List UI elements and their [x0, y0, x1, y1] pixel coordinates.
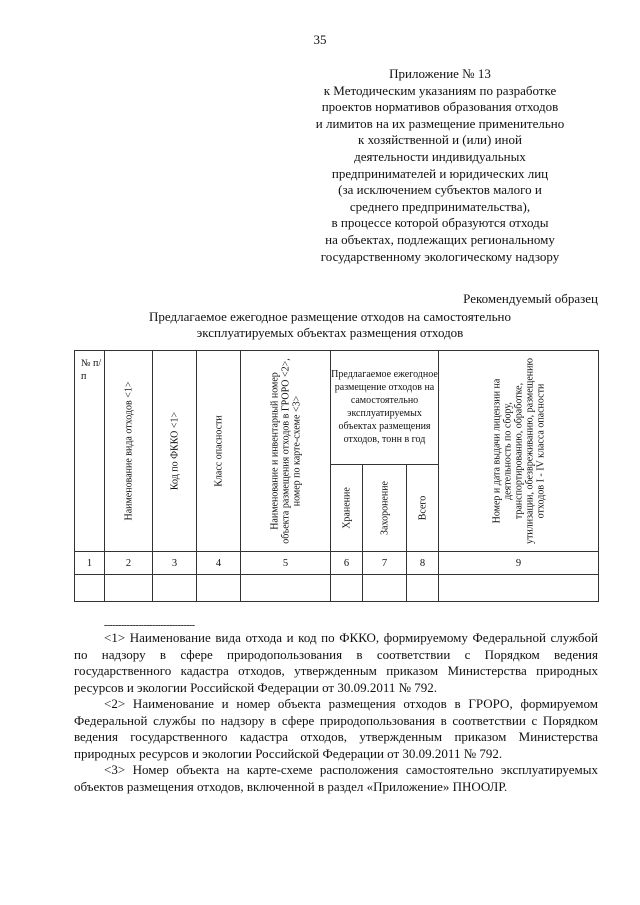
column-number: 2: [105, 552, 153, 575]
column-number: 8: [407, 552, 439, 575]
header-burial: [363, 464, 407, 551]
column-number: 7: [363, 552, 407, 575]
appendix-line: Приложение № 13: [389, 66, 491, 81]
header-license: [439, 351, 599, 552]
appendix-line: проектов нормативов образования отходов: [321, 99, 559, 115]
column-number: 9: [439, 552, 599, 575]
table-row: [75, 575, 599, 602]
appendix-line: государственному экологическому надзору: [320, 248, 560, 264]
appendix-line: к Методическим указаниям по разработке: [323, 82, 557, 98]
header-number: № п/п: [75, 351, 105, 552]
footnotes: [74, 630, 598, 795]
appendix-line: к хозяйственной и (или) иной: [358, 132, 522, 148]
appendix-line: на объектах, подлежащих региональному: [325, 231, 555, 247]
table-cell: [331, 575, 363, 602]
header-license-text: Номер и дата выдачи лицензии на деятельность по сбору, транспортированию, обработке, утилизации, обезвреживанию, размещению отходов I - IV класса опасности: [491, 358, 546, 544]
appendix-line: деятельности индивидуальных: [354, 148, 526, 164]
header-fkko-code-text: Код по ФККО <1>: [169, 411, 180, 491]
appendix-line: среднего предпринимательства),: [349, 198, 531, 214]
table-cell: [105, 575, 153, 602]
table-title: [60, 309, 600, 341]
header-hazard-class: [197, 351, 241, 552]
footnote-2: <2> Наименование и номер объекта размещения отходов в ГРОРО, формируемом Федеральной службы по надзору в сфере природопользования в соответствии с Порядком ведения государственного кадастра отходов, утвержденным приказом Министерства природных ресурсов и экологии Российской Федерации от 30.09.2011 № 792.: [74, 696, 598, 761]
appendix-line: и лимитов на их размещение применительно: [315, 115, 565, 131]
header-total-text: Всего: [417, 495, 428, 521]
footnote-3: <3> Номер объекта на карте-схеме расположения самостоятельно эксплуатируемых объектов размещения отходов, включенной в раздел «Приложение» ПНООЛР.: [74, 762, 598, 794]
header-waste-name-text: Наименование вида отходов <1>: [123, 381, 134, 521]
table-title-line: эксплуатируемых объектах размещения отходов: [196, 325, 464, 340]
footnote-1: <1> Наименование вида отхода и код по ФККО, формируемому Федеральной службой по надзору в сфере природопользования в соответствии с Порядком ведения государственного кадастра отходов, утвержденным приказом Министерства природных ресурсов и экологии Российской Федерации от 30.09.2011 № 792.: [74, 630, 598, 695]
appendix-header: [280, 66, 600, 265]
table-cell: [439, 575, 599, 602]
appendix-line: в процессе которой образуются отходы: [331, 215, 549, 231]
appendix-line: (за исключением субъектов малого и: [338, 182, 542, 198]
table-cell: [153, 575, 197, 602]
header-fkko-code: [153, 351, 197, 552]
column-number: 3: [153, 552, 197, 575]
header-storage-text: Хранение: [341, 486, 352, 529]
waste-placement-table: [74, 350, 599, 602]
table-cell: [407, 575, 439, 602]
header-annual-placement: Предлагаемое ежегодное размещение отходов на самостоятельно эксплуатируемых объектах размещения отходов, тонн в год: [331, 351, 439, 465]
table-cell: [241, 575, 331, 602]
header-hazard-class-text: Класс опасности: [213, 415, 224, 487]
column-number-row: [75, 552, 599, 575]
footnote-separator: --------------------------------: [104, 620, 195, 631]
table-cell: [197, 575, 241, 602]
appendix-line: предпринимателей и юридических лиц: [331, 165, 549, 181]
header-waste-name: [105, 351, 153, 552]
table-cell: [363, 575, 407, 602]
column-number: 1: [75, 552, 105, 575]
header-storage: [331, 464, 363, 551]
column-number: 6: [331, 552, 363, 575]
header-object: [241, 351, 331, 552]
table-title-line: Предлагаемое ежегодное размещение отходов на самостоятельно: [148, 309, 511, 324]
table-cell: [75, 575, 105, 602]
column-number: 5: [241, 552, 331, 575]
sample-label: Рекомендуемый образец: [463, 291, 598, 306]
header-total: [407, 464, 439, 551]
header-burial-text: Захоронение: [379, 480, 390, 535]
column-number: 4: [197, 552, 241, 575]
page-number: 35: [313, 32, 327, 47]
header-object-text: Наименование и инвентарный номер объекта размещения отходов в ГРОРО <2>, номер по карте-схеме <3>: [269, 358, 302, 544]
